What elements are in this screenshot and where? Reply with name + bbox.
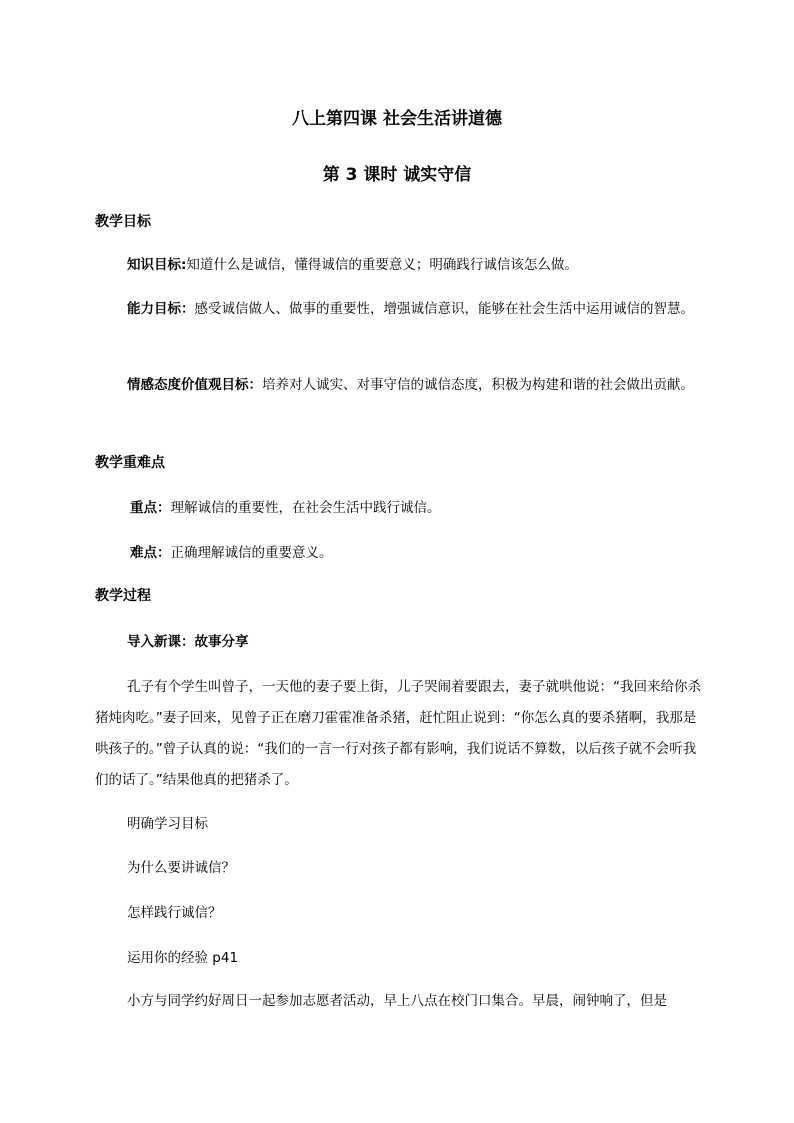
knowledge-goal	[95, 250, 699, 281]
last-paragraph: 小方与同学约好周日一起参加志愿者活动，早上八点在校门口集合。早晨，闹钟响了，但是	[127, 993, 667, 1009]
emotion-goal-label: 情感态度价值观目标：	[127, 377, 262, 393]
key-point-label: 重点：	[130, 500, 171, 516]
lesson-subtitle: 第 3 课时 诚实守信	[322, 165, 472, 185]
heading-key-points: 教学重难点	[95, 455, 165, 471]
ability-goal-label: 能力目标：	[127, 301, 195, 317]
heading-process: 教学过程	[95, 588, 151, 604]
key-point-text: 理解诚信的重要性，在社会生活中践行诚信。	[170, 500, 441, 516]
list-item: 为什么要讲诚信？	[127, 860, 235, 876]
story-paragraph: 孔子有个学生叫曾子，一天他的妻子要上街，儿子哭闹着要跟去，妻子就哄他说：“我回来给你杀猪炖肉吃。”妻子回来，见曾子正在磨刀霍霍准备杀猪，赶忙阻止说到：“你怎么真的要杀猪啊，我那是哄孩子的。”曾子认真的说：“我们的一言一行对孩子都有影响，我们说话不算数，以后孩子就不会听我们的话了。”结果他真的把猪杀了。	[95, 679, 701, 788]
list-item: 运用你的经验 p41	[127, 950, 239, 966]
difficult-point-label: 难点：	[130, 545, 171, 561]
emotion-goal-text: 培养对人诚实、对事守信的诚信态度，积极为构建和谐的社会做出贡献。	[262, 377, 694, 393]
list-item: 怎样践行诚信？	[127, 905, 222, 921]
ability-goal-text: 感受诚信做人、做事的重要性，增强诚信意识，能够在社会生活中运用诚信的智慧。	[194, 301, 694, 317]
knowledge-goal-label: 知识目标:	[127, 257, 187, 273]
list-item: 明确学习目标	[127, 816, 208, 832]
intro-heading: 导入新课：故事分享	[127, 634, 249, 650]
ability-goal	[95, 294, 699, 325]
knowledge-goal-text: 知道什么是诚信，懂得诚信的重要意义；明确践行诚信该怎么做。	[186, 257, 578, 273]
emotion-goal	[95, 370, 699, 401]
difficult-point	[130, 541, 333, 561]
heading-goals: 教学目标	[95, 214, 151, 230]
document-title: 八上第四课 社会生活讲道德	[292, 109, 502, 129]
difficult-point-text: 正确理解诚信的重要意义。	[170, 545, 333, 561]
key-point	[130, 496, 441, 516]
